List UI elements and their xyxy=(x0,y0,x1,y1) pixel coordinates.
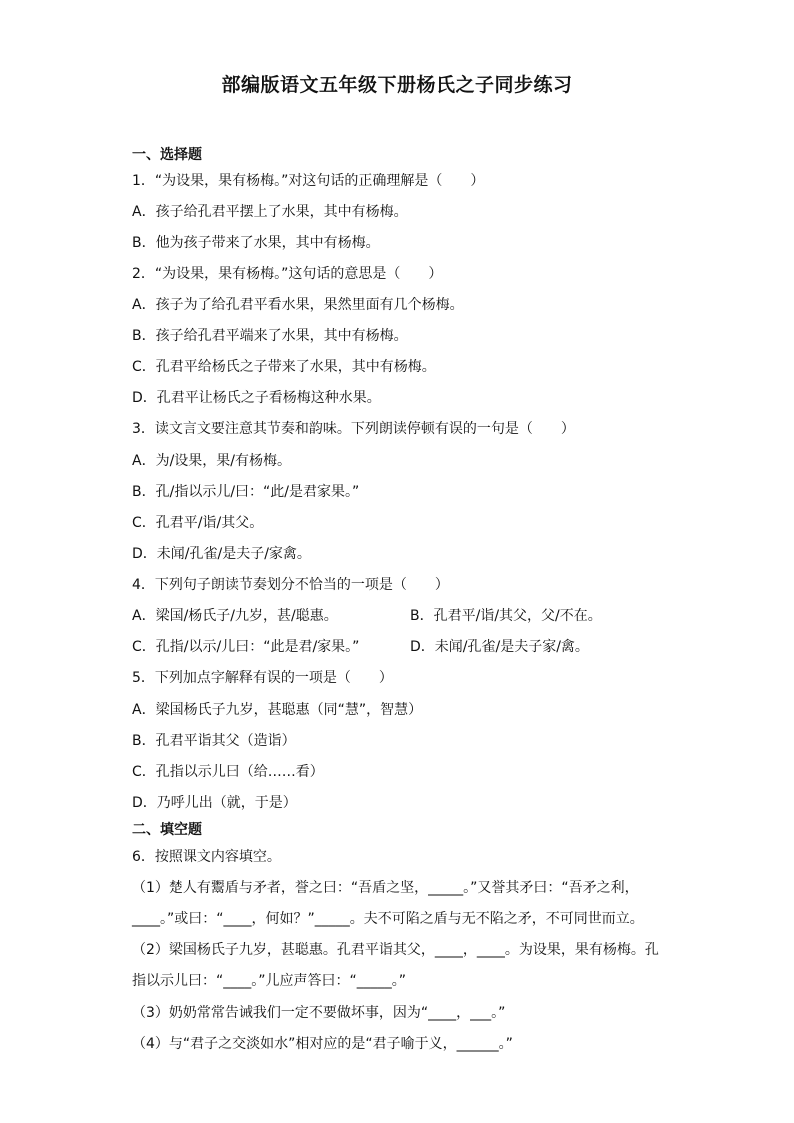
question-5-option-d: D．乃呼儿出（就，于是） xyxy=(132,795,297,811)
question-6-line-5: （3）奶奶常常告诫我们一定不要做坏事，因为“____，___。” xyxy=(132,1005,506,1021)
question-3-option-d: D．未闻/孔雀/是夫子/家禽。 xyxy=(132,546,311,562)
question-4-option-c: C．孔指/以示/儿曰：“此是君/家果。” xyxy=(132,639,360,655)
question-3-stem: 3．读文言文要注意其节奏和韵味。下列朗读停顿有误的一句是（ ） xyxy=(132,421,575,437)
question-5-option-c: C．孔指以示儿曰（给……看） xyxy=(132,764,324,780)
question-2-option-c: C．孔君平给杨氏之子带来了水果，其中有杨梅。 xyxy=(132,359,436,375)
question-2-option-a: A．孩子为了给孔君平看水果，果然里面有几个杨梅。 xyxy=(132,297,464,313)
question-6-stem: 6．按照课文内容填空。 xyxy=(132,849,281,865)
section-heading-fill: 二、填空题 xyxy=(132,822,202,838)
question-6-line-1: （1）楚人有鬻盾与矛者，誉之曰：“吾盾之坚，_____。”又誉其矛曰：“吾矛之利， xyxy=(132,880,639,896)
question-4-stem: 4．下列句子朗读节奏划分不恰当的一项是（ ） xyxy=(132,577,449,593)
section-heading-choice: 一、选择题 xyxy=(132,147,202,163)
question-4-option-a: A．梁国/杨氏子/九岁，甚/聪惠。 xyxy=(132,608,338,624)
question-2-option-b: B．孩子给孔君平端来了水果，其中有杨梅。 xyxy=(132,328,408,344)
question-5-stem: 5．下列加点字解释有误的一项是（ ） xyxy=(132,670,393,686)
question-1-option-b: B．他为孩子带来了水果，其中有杨梅。 xyxy=(132,235,380,251)
question-5-option-b: B．孔君平诣其父（造诣） xyxy=(132,733,296,749)
question-4-option-d: D．未闻/孔雀/是夫子家/禽。 xyxy=(410,639,589,655)
question-6-line-3: （2）梁国杨氏子九岁，甚聪惠。孔君平诣其父，____，____。为设果，果有杨梅。孔 xyxy=(132,942,659,958)
question-2-stem: 2．“为设果，果有杨梅。”这句话的意思是（ ） xyxy=(132,266,443,282)
question-6-line-2: ____。”或曰：“____，何如？”_____。夫不可陷之盾与无不陷之矛，不可同世而立。 xyxy=(132,911,644,927)
question-2-option-d: D．孔君平让杨氏之子看杨梅这种水果。 xyxy=(132,390,381,406)
question-1-stem: 1．“为设果，果有杨梅。”对这句话的正确理解是（ ） xyxy=(132,173,485,189)
question-5-option-a: A．梁国杨氏子九岁，甚聪惠（同“慧”，智慧） xyxy=(132,702,423,718)
question-1-option-a: A．孩子给孔君平摆上了水果，其中有杨梅。 xyxy=(132,204,408,220)
question-4-option-b: B．孔君平/诣/其父，父/不在。 xyxy=(410,608,602,624)
question-3-option-c: C．孔君平/诣/其父。 xyxy=(132,515,264,531)
page-title: 部编版语文五年级下册杨氏之子同步练习 xyxy=(221,74,573,96)
question-6-line-4: 指以示儿曰：“____。”儿应声答曰：“_____。” xyxy=(132,973,407,989)
question-3-option-b: B．孔/指以示儿/曰：“此/是君家果。” xyxy=(132,484,360,500)
question-3-option-a: A．为/设果，果/有杨梅。 xyxy=(132,453,292,469)
question-6-line-6: （4）与“君子之交淡如水”相对应的是“君子喻于义，______。” xyxy=(132,1036,513,1052)
